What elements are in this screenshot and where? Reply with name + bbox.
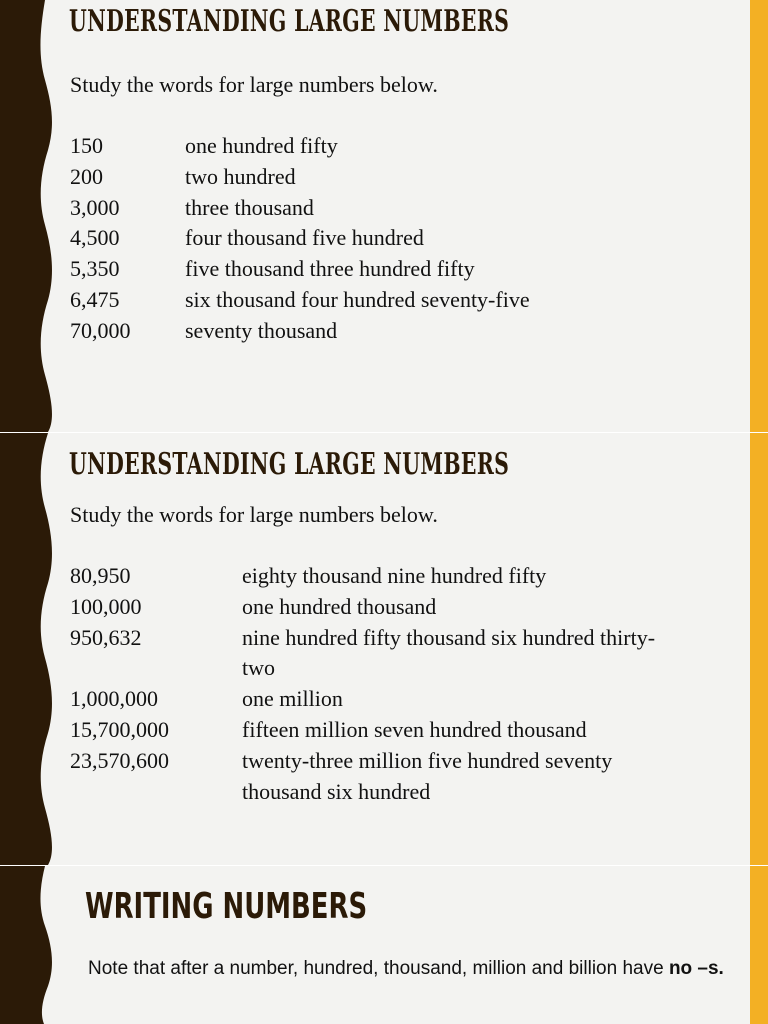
note-text: Note that after a number, hundred, thousand, million and billion have bbox=[88, 958, 664, 979]
words-cell: five thousand three hundred fifty bbox=[185, 256, 475, 282]
number-words-table bbox=[70, 561, 682, 807]
words-cell: seventy thousand bbox=[185, 317, 338, 343]
number-cell: 70,000 bbox=[70, 317, 131, 343]
slide-intro: Study the words for large numbers below. bbox=[70, 72, 438, 97]
words-cell: four thousand five hundred bbox=[185, 225, 424, 251]
table-row bbox=[70, 193, 665, 224]
words-cell: six thousand four hundred seventy-five bbox=[185, 286, 530, 312]
words-cell: fifteen million seven hundred thousand bbox=[242, 716, 587, 742]
number-cell: 5,350 bbox=[70, 256, 120, 282]
slide-title: UNDERSTANDING LARGE NUMBERS bbox=[69, 447, 510, 482]
number-cell: 100,000 bbox=[70, 593, 142, 619]
words-cell: eighty thousand nine hundred fifty bbox=[242, 563, 547, 588]
table-row bbox=[70, 746, 682, 808]
note-paragraph bbox=[88, 954, 728, 984]
table-row bbox=[70, 561, 682, 592]
table-row bbox=[70, 223, 665, 254]
words-cell: twenty-three million five hundred seventy thousand six hundred bbox=[242, 747, 613, 804]
number-cell: 4,500 bbox=[70, 225, 120, 251]
table-row bbox=[70, 715, 682, 746]
slide-understanding-large-numbers-1 bbox=[0, 0, 768, 432]
table-row bbox=[70, 316, 665, 347]
words-cell: two hundred bbox=[185, 163, 296, 189]
note-bold-text: no –s. bbox=[668, 958, 724, 979]
slide-understanding-large-numbers-2 bbox=[0, 433, 768, 865]
number-cell: 80,950 bbox=[70, 563, 131, 588]
number-cell: 1,000,000 bbox=[70, 686, 158, 712]
words-cell: one hundred fifty bbox=[185, 133, 338, 158]
words-cell: three thousand bbox=[185, 194, 314, 220]
accent-bar bbox=[750, 0, 768, 432]
slide-title: WRITING NUMBERS bbox=[85, 886, 368, 927]
number-cell: 200 bbox=[70, 163, 103, 189]
table-row bbox=[70, 131, 665, 162]
accent-bar bbox=[750, 866, 768, 1024]
slide-intro: Study the words for large numbers below. bbox=[70, 502, 438, 527]
slide-title: UNDERSTANDING LARGE NUMBERS bbox=[69, 4, 510, 39]
slide-writing-numbers bbox=[0, 866, 768, 1024]
words-cell: one hundred thousand bbox=[242, 593, 437, 619]
table-row bbox=[70, 623, 682, 685]
number-cell: 15,700,000 bbox=[70, 716, 169, 742]
table-row bbox=[70, 254, 665, 285]
words-cell: one million bbox=[242, 686, 343, 712]
words-cell: nine hundred fifty thousand six hundred thirty-two bbox=[242, 624, 656, 681]
table-row bbox=[70, 592, 682, 623]
wavy-left-band bbox=[0, 0, 60, 432]
number-cell: 950,632 bbox=[70, 624, 142, 650]
wavy-left-band bbox=[0, 433, 60, 865]
number-cell: 23,570,600 bbox=[70, 747, 169, 773]
number-words-table bbox=[70, 131, 665, 347]
table-row bbox=[70, 684, 682, 715]
number-cell: 150 bbox=[70, 133, 103, 158]
table-row bbox=[70, 162, 665, 193]
table-row bbox=[70, 285, 665, 316]
wavy-left-band bbox=[0, 866, 60, 1024]
number-cell: 6,475 bbox=[70, 286, 120, 312]
number-cell: 3,000 bbox=[70, 194, 120, 220]
accent-bar bbox=[750, 433, 768, 865]
